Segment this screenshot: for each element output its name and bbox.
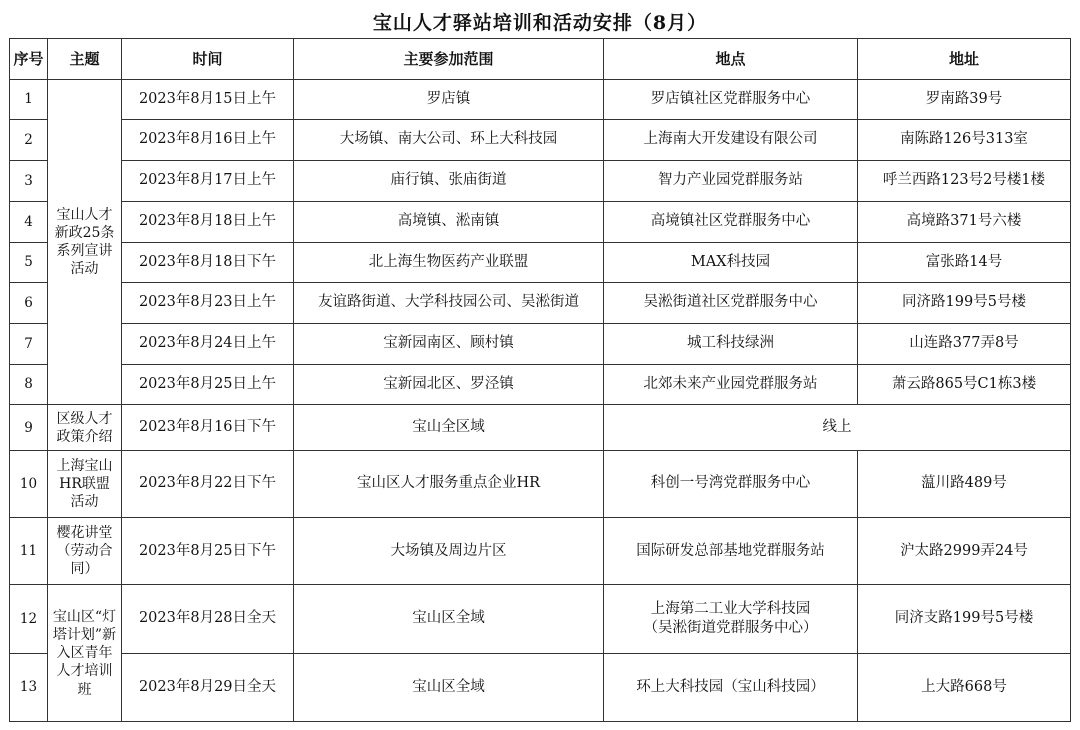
page-title: 宝山人才驿站培训和活动安排（8月）	[372, 12, 708, 34]
row-seq: 6	[10, 283, 48, 324]
topic-cell	[48, 518, 122, 585]
topic-line: 系列宣讲	[56, 243, 113, 260]
row-time: 2023年8月25日上午	[122, 364, 294, 405]
topic-line: （劳动合	[56, 543, 113, 560]
topic-cell	[48, 451, 122, 518]
topic-line: 塔计划”新	[52, 626, 117, 643]
row-address: 蕰川路489号	[858, 451, 1071, 518]
row-time: 2023年8月16日下午	[122, 405, 294, 451]
row-venue: 上海南大开发建设有限公司	[604, 120, 858, 161]
row-time: 2023年8月25日下午	[122, 518, 294, 585]
row-venue: 环上大科技园（宝山科技园）	[604, 653, 858, 721]
table-row	[10, 518, 1071, 585]
row-seq: 3	[10, 161, 48, 202]
topic-line: 人才培训	[56, 663, 113, 680]
row-seq: 5	[10, 242, 48, 283]
row-address: 呼兰西路123号2号楼1楼	[858, 161, 1071, 202]
row-scope: 大场镇及周边片区	[294, 518, 604, 585]
row-scope: 宝新园北区、罗泾镇	[294, 364, 604, 405]
row-address: 同济路199号5号楼	[858, 283, 1071, 324]
header-topic: 主题	[48, 39, 122, 80]
topic-line: 宝山人才	[56, 206, 113, 223]
row-seq: 2	[10, 120, 48, 161]
row-venue: 科创一号湾党群服务中心	[604, 451, 858, 518]
topic-line: 樱花讲堂	[56, 525, 113, 542]
table-row	[10, 653, 1071, 721]
row-scope: 高境镇、淞南镇	[294, 201, 604, 242]
row-venue: 智力产业园党群服务站	[604, 161, 858, 202]
topic-line: 入区青年	[56, 645, 113, 662]
topic-line: 同）	[70, 561, 99, 578]
table-row	[10, 405, 1071, 451]
row-time: 2023年8月18日下午	[122, 242, 294, 283]
row-seq: 4	[10, 201, 48, 242]
row-seq: 8	[10, 364, 48, 405]
row-scope: 宝山全区域	[294, 405, 604, 451]
header-scope: 主要参加范围	[294, 39, 604, 80]
topic-line: 宝山区“灯	[52, 608, 117, 625]
row-seq: 1	[10, 79, 48, 120]
topic-cell	[48, 79, 122, 405]
schedule-table	[9, 38, 1071, 722]
table-row	[10, 323, 1071, 364]
row-address: 罗南路39号	[858, 79, 1071, 120]
row-time: 2023年8月29日全天	[122, 653, 294, 721]
row-venue	[604, 585, 858, 653]
row-time: 2023年8月16日上午	[122, 120, 294, 161]
row-time: 2023年8月17日上午	[122, 161, 294, 202]
row-address: 萧云路865号C1栋3楼	[858, 364, 1071, 405]
topic-line: 区级人才	[56, 410, 113, 427]
table-row	[10, 364, 1071, 405]
table-row	[10, 283, 1071, 324]
row-address: 富张路14号	[858, 242, 1071, 283]
topic-line: 上海宝山	[56, 457, 113, 474]
topic-line: 活动	[70, 261, 99, 278]
row-address: 山连路377弄8号	[858, 323, 1071, 364]
row-scope: 宝山区全域	[294, 585, 604, 653]
row-scope: 宝山区全域	[294, 653, 604, 721]
row-scope: 大场镇、南大公司、环上大科技园	[294, 120, 604, 161]
row-venue-merged: 线上	[604, 405, 1071, 451]
row-time: 2023年8月22日下午	[122, 451, 294, 518]
row-time: 2023年8月28日全天	[122, 585, 294, 653]
row-scope: 罗店镇	[294, 79, 604, 120]
row-venue: 罗店镇社区党群服务中心	[604, 79, 858, 120]
row-seq: 11	[10, 518, 48, 585]
row-address: 沪太路2999弄24号	[858, 518, 1071, 585]
header-time: 时间	[122, 39, 294, 80]
table-row	[10, 585, 1071, 653]
table-row	[10, 242, 1071, 283]
venue-line: 上海第二工业大学科技园	[650, 600, 811, 617]
row-seq: 9	[10, 405, 48, 451]
row-venue: MAX科技园	[604, 242, 858, 283]
row-venue: 北郊未来产业园党群服务站	[604, 364, 858, 405]
topic-line: HR联盟	[59, 476, 110, 493]
row-seq: 13	[10, 653, 48, 721]
table-header-row	[10, 39, 1071, 80]
topic-cell	[48, 585, 122, 722]
row-seq: 10	[10, 451, 48, 518]
row-scope: 庙行镇、张庙街道	[294, 161, 604, 202]
table-row	[10, 79, 1071, 120]
topic-line: 班	[77, 681, 92, 698]
header-seq: 序号	[10, 39, 48, 80]
row-address: 南陈路126号313室	[858, 120, 1071, 161]
table-row	[10, 161, 1071, 202]
row-address: 高境路371号六楼	[858, 201, 1071, 242]
row-scope: 友谊路街道、大学科技园公司、吴淞街道	[294, 283, 604, 324]
row-time: 2023年8月23日上午	[122, 283, 294, 324]
table-row	[10, 120, 1071, 161]
row-venue: 城工科技绿洲	[604, 323, 858, 364]
row-address: 同济支路199号5号楼	[858, 585, 1071, 653]
table-row	[10, 451, 1071, 518]
row-venue: 吴淞街道社区党群服务中心	[604, 283, 858, 324]
row-scope: 北上海生物医药产业联盟	[294, 242, 604, 283]
row-venue: 国际研发总部基地党群服务站	[604, 518, 858, 585]
row-time: 2023年8月18日上午	[122, 201, 294, 242]
topic-line: 活动	[70, 494, 99, 511]
table-row	[10, 201, 1071, 242]
row-venue: 高境镇社区党群服务中心	[604, 201, 858, 242]
row-time: 2023年8月24日上午	[122, 323, 294, 364]
row-time: 2023年8月15日上午	[122, 79, 294, 120]
row-address: 上大路668号	[858, 653, 1071, 721]
header-address: 地址	[858, 39, 1071, 80]
row-seq: 7	[10, 323, 48, 364]
topic-line: 政策介绍	[56, 428, 113, 445]
topic-line: 新政25条	[54, 224, 115, 241]
header-venue: 地点	[604, 39, 858, 80]
venue-line: （吴淞街道党群服务中心）	[643, 620, 818, 637]
row-scope: 宝新园南区、顾村镇	[294, 323, 604, 364]
row-seq: 12	[10, 585, 48, 653]
topic-cell	[48, 405, 122, 451]
row-scope: 宝山区人才服务重点企业HR	[294, 451, 604, 518]
